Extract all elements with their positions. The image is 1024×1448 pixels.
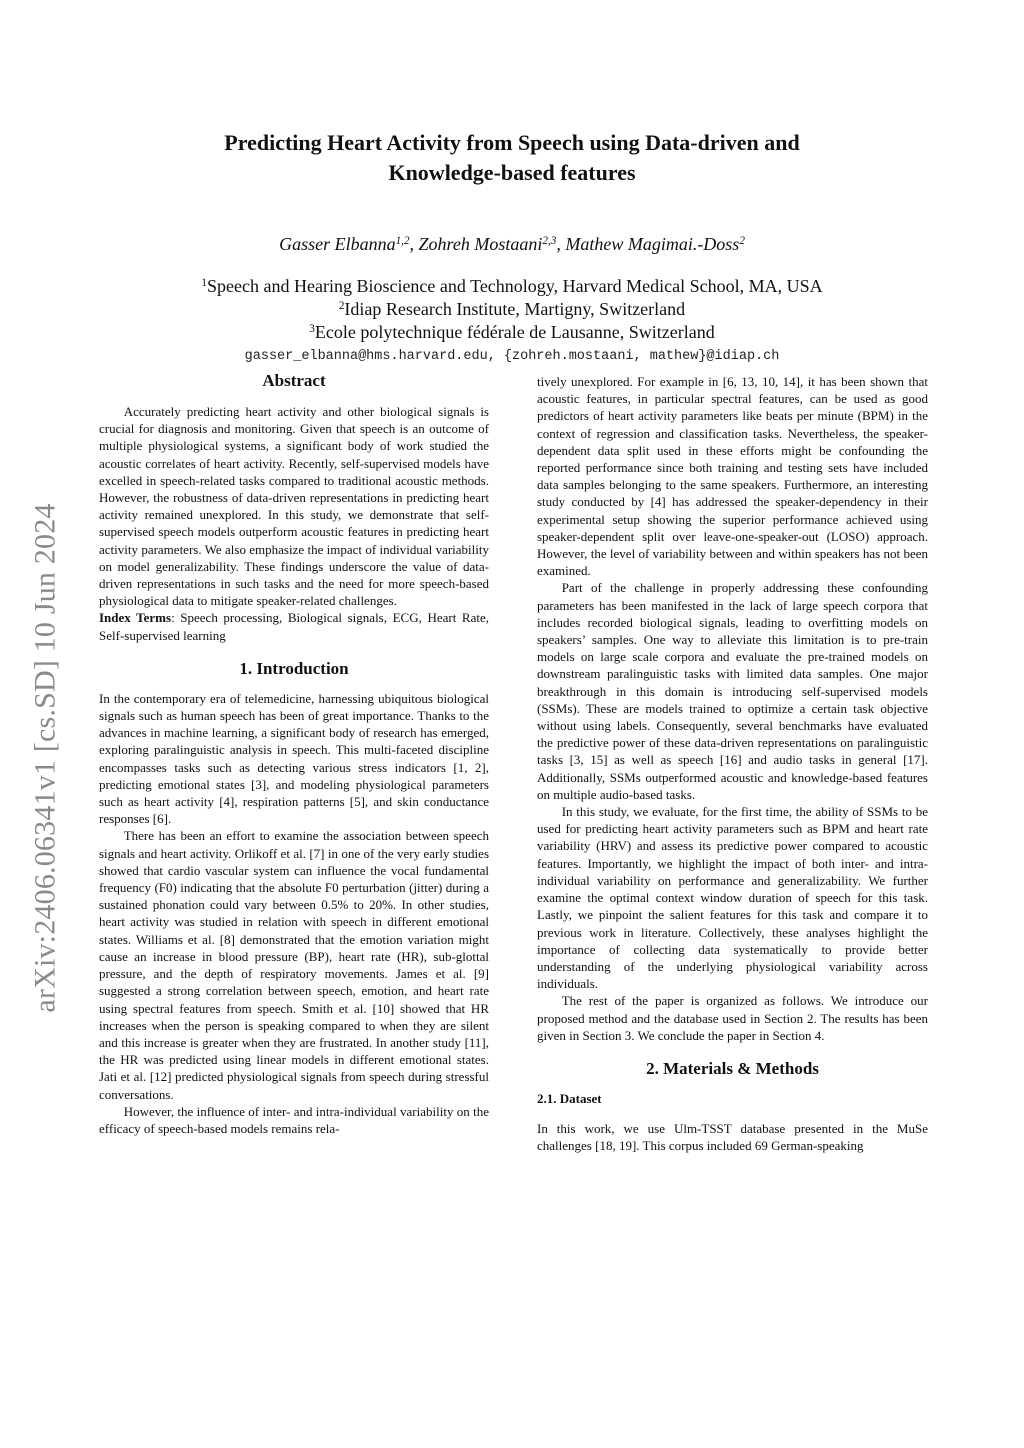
author-emails: gasser_elbanna@hms.harvard.edu, {zohreh.mostaani, mathew}@idiap.ch <box>244 349 780 364</box>
introduction-paragraph: However, the influence of inter- and intra-individual variability on the efficacy of speech-based models remains rela- <box>99 1103 489 1136</box>
introduction-paragraph: The rest of the paper is organized as follows. We introduce our proposed method and the database used in Section 2. The results has been given in Section 3. We conclude the paper in Section 4. <box>537 993 928 1043</box>
introduction-paragraph: Part of the challenge in properly addressing these confounding parameters has been manifested in the lack of large speech corpora that includes recorded biological signals, leading to overfitting models on speakers’ samples. One way to alleviate this limitation is to pre-train models on large scale corpora and evaluate the pre-trained models on downstream paralinguistic tasks with limited data samples. One major breakthrough in this domain is introducing self-supervised models (SSMs). These are models trained to optimize a certain task objective without using labels. Consequently, several benchmarks have evaluated the predictive power of these data-driven representations on paralinguistic tasks [3, 15] as well as speech [16] and audio tasks in general [17]. Additionally, SSMs outperformed acoustic and knowledge-based features on multiple audio-based tasks. <box>537 580 928 802</box>
introduction-paragraph-continued: tively unexplored. For example in [6, 13, 10, 14], it has been shown that acoustic features, in particular spectral features, can be used as good predictors of heart activity parameters like beats per minute (BPM) in the context of regression and classification tasks. Nevertheless, the speaker-dependent data split used in these efforts might be confounding the reported performance since both training and testing sets have included data samples belonging to the same speakers. Furthermore, an interesting study conducted by [4] has addressed the speaker-dependency in their experimental setup showing the superior performance achieved using speaker-dependent split over leave-one-speaker-out (LOSO) approach. However, the level of variability between and within speakers has not been examined. <box>537 374 928 579</box>
abstract-text: Accurately predicting heart activity and other biological signals is crucial for diagnosis and monitoring. Given that speech is an outcome of multiple physiological systems, a significant body of work studied the acoustic correlates of heart activity. Recently, self-supervised models have excelled in speech-related tasks compared to traditional acoustic methods. However, the robustness of data-driven representations in predicting heart activity remained unexplored. In this study, we demonstrate that self-supervised speech models outperform acoustic features in predicting heart activity parameters. We also emphasize the impact of individual variability on model generalizability. These findings underscore the value of data-driven representations in such tasks and the need for more speech-based physiological data to mitigate speaker-related challenges. <box>99 404 489 609</box>
section-heading-introduction: 1. Introduction <box>239 658 349 678</box>
author-affiliation-mark: 2,3 <box>542 234 557 247</box>
paper-title-line-2: Knowledge-based features <box>388 160 636 185</box>
paper-title <box>160 128 864 188</box>
author-affiliation-mark: 1,2 <box>395 234 410 247</box>
affiliations <box>110 275 914 344</box>
subsection-heading-dataset: 2.1. Dataset <box>537 1090 602 1106</box>
right-column <box>537 373 928 1154</box>
index-terms <box>99 609 489 643</box>
author-name: Zohreh Mostaani <box>418 234 543 254</box>
arxiv-identifier <box>28 458 64 1058</box>
index-terms-label: Index Terms <box>99 610 172 626</box>
affiliation-mark: 1 <box>201 276 207 289</box>
affiliation-line <box>110 298 914 321</box>
affiliation-text: Speech and Hearing Bioscience and Technology, Harvard Medical School, MA, USA <box>207 276 823 296</box>
section-heading-methods: 2. Materials & Methods <box>646 1058 819 1078</box>
author-separator: , <box>556 234 566 254</box>
index-terms-list: : Speech processing, Biological signals, ECG, Heart Rate, Self-supervised learning <box>99 610 489 643</box>
author-affiliation-mark: 2 <box>739 234 745 247</box>
affiliation-text: Idiap Research Institute, Martigny, Switzerland <box>344 299 686 319</box>
left-column <box>99 369 489 1137</box>
affiliation-line <box>110 275 914 298</box>
introduction-paragraph: In the contemporary era of telemedicine, harnessing ubiquitous biological signals such as human speech has been of great importance. Thanks to the advances in machine learning, a significant body of research has emerged, exploring paralinguistic analysis in speech. This multi-faceted discipline encompasses tasks such as detecting various stress indicators [1, 2], predicting emotional states [3], and modeling physiological parameters such as heart activity [4], respiration patterns [5], and skin conductance responses [6]. <box>99 690 489 827</box>
affiliation-mark: 2 <box>338 299 345 312</box>
affiliation-text: Ecole polytechnique fédérale de Lausanne, Switzerland <box>314 322 715 342</box>
methods-paragraph: In this work, we use Ulm-TSST database presented in the MuSe challenges [18, 19]. This corpus included 69 German-speaking <box>537 1120 928 1154</box>
abstract-heading: Abstract <box>262 371 326 390</box>
paper-title-line-1: Predicting Heart Activity from Speech using Data-driven and <box>224 130 800 155</box>
arxiv-identifier-text: arXiv:2406.06341v1 [cs.SD] 10 Jun 2024 <box>29 503 62 1013</box>
author-name: Mathew Magimai.-Doss <box>565 234 740 254</box>
author-list <box>120 232 904 256</box>
affiliation-mark: 3 <box>309 322 315 335</box>
introduction-paragraph: There has been an effort to examine the association between speech signals and heart activity. Orlikoff et al. [7] in one of the very early studies showed that cardio vascular system can influence the vocal fundamental frequency (F0) indicating that the absolute F0 perturbation (jitter) during a sustained phonation could vary between 0.5% to 20%. In other studies, heart activity was studied in relation with speech in different emotional states. Williams et al. [8] demonstrated that the emotion variation might cause an increase in blood pressure (BP), heart rate (HR), sub-glottal pressure, and the depth of respiratory movements. James et al. [9] suggested a strong correlation between speech, emotion, and heart rate using spectral features from speech. Smith et al. [10] showed that HR increases when the person is speaking compared to when they are silent and this increase is greater when they are frustrated. In another study [11], the HR was predicted using linear models in different emotional states. Jati et al. [12] predicted physiological signals from speech during stressful conversations. <box>99 828 489 1102</box>
author-name: Gasser Elbanna <box>279 234 396 254</box>
affiliation-line <box>110 321 914 344</box>
introduction-paragraph: In this study, we evaluate, for the first time, the ability of SSMs to be used for predicting heart activity parameters such as BPM and heart rate variability (HRV) and assess its predictive power compared to acoustic features. Importantly, we highlight the impact of both inter- and intra-individual variability on performance and generalizability. We further examine the optimal context window duration of speech for this task. Lastly, we pinpoint the salient features for this task and compare it to previous work in literature. Collectively, these analyses highlight the importance of collecting data systematically to provide better understanding of the underlying physiological variability across individuals. <box>537 804 928 992</box>
author-separator: , <box>409 234 419 254</box>
